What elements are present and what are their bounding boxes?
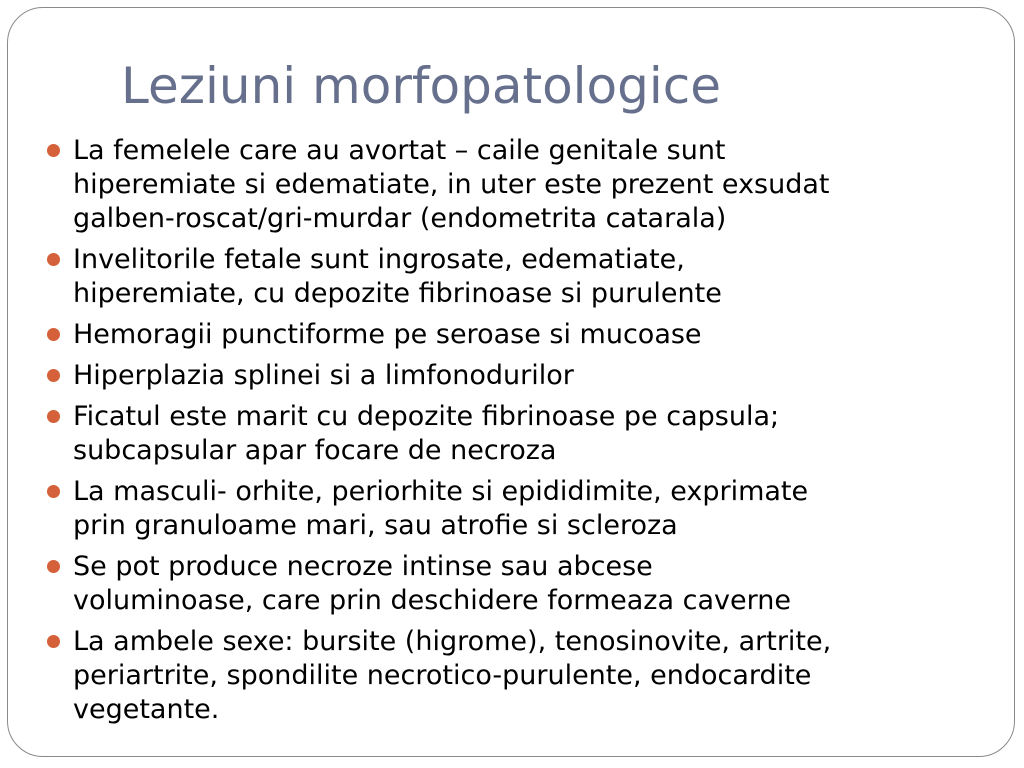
bullet-item — [46, 625, 1006, 727]
bullet-text-line: hiperemiate si edematiate, in uter este prezent exsudat — [73, 169, 830, 200]
bullet-text-line: prin granuloame mari, sau atrofie si scleroza — [73, 510, 678, 541]
bullet-item — [46, 134, 1006, 236]
bullet-dot-icon — [47, 485, 60, 498]
bullet-dot-icon — [47, 369, 60, 382]
bullet-dot-icon — [47, 144, 60, 157]
slide-frame — [7, 7, 1015, 757]
bullet-text-line: galben-roscat/gri-murdar (endometrita catarala) — [73, 203, 727, 234]
bullet-list — [46, 134, 1006, 734]
bullet-text-line: Hiperplazia splinei si a limfonodurilor — [73, 360, 574, 391]
bullet-text-line: La femelele care au avortat – caile genitale sunt — [73, 135, 726, 166]
bullet-item — [46, 243, 1006, 311]
bullet-text-line: La masculi- orhite, periorhite si epididimite, exprimate — [73, 476, 809, 507]
bullet-dot-icon — [47, 560, 60, 573]
bullet-text-line: hiperemiate, cu depozite fibrinoase si purulente — [73, 278, 722, 309]
bullet-item — [46, 475, 1006, 543]
bullet-item — [46, 359, 1006, 393]
bullet-text-line: Invelitorile fetale sunt ingrosate, edematiate, — [73, 244, 685, 275]
bullet-text-line: Ficatul este marit cu depozite fibrinoase pe capsula; — [73, 401, 780, 432]
bullet-text-line: vegetante. — [73, 694, 220, 725]
bullet-text-line: La ambele sexe: bursite (higrome), tenosinovite, artrite, — [73, 626, 832, 657]
slide-title: Leziuni morfopatologice — [121, 57, 722, 115]
bullet-dot-icon — [47, 328, 60, 341]
bullet-dot-icon — [47, 253, 60, 266]
bullet-item — [46, 400, 1006, 468]
bullet-dot-icon — [47, 410, 60, 423]
bullet-dot-icon — [47, 635, 60, 648]
bullet-text-line: voluminoase, care prin deschidere formeaza caverne — [73, 585, 791, 616]
bullet-item — [46, 318, 1006, 352]
bullet-text-line: Se pot produce necroze intinse sau abcese — [73, 551, 653, 582]
bullet-text-line: subcapsular apar focare de necroza — [73, 435, 557, 466]
bullet-text-line: periartrite, spondilite necrotico-purulente, endocardite — [73, 660, 812, 691]
bullet-item — [46, 550, 1006, 618]
bullet-text-line: Hemoragii punctiforme pe seroase si mucoase — [73, 319, 702, 350]
